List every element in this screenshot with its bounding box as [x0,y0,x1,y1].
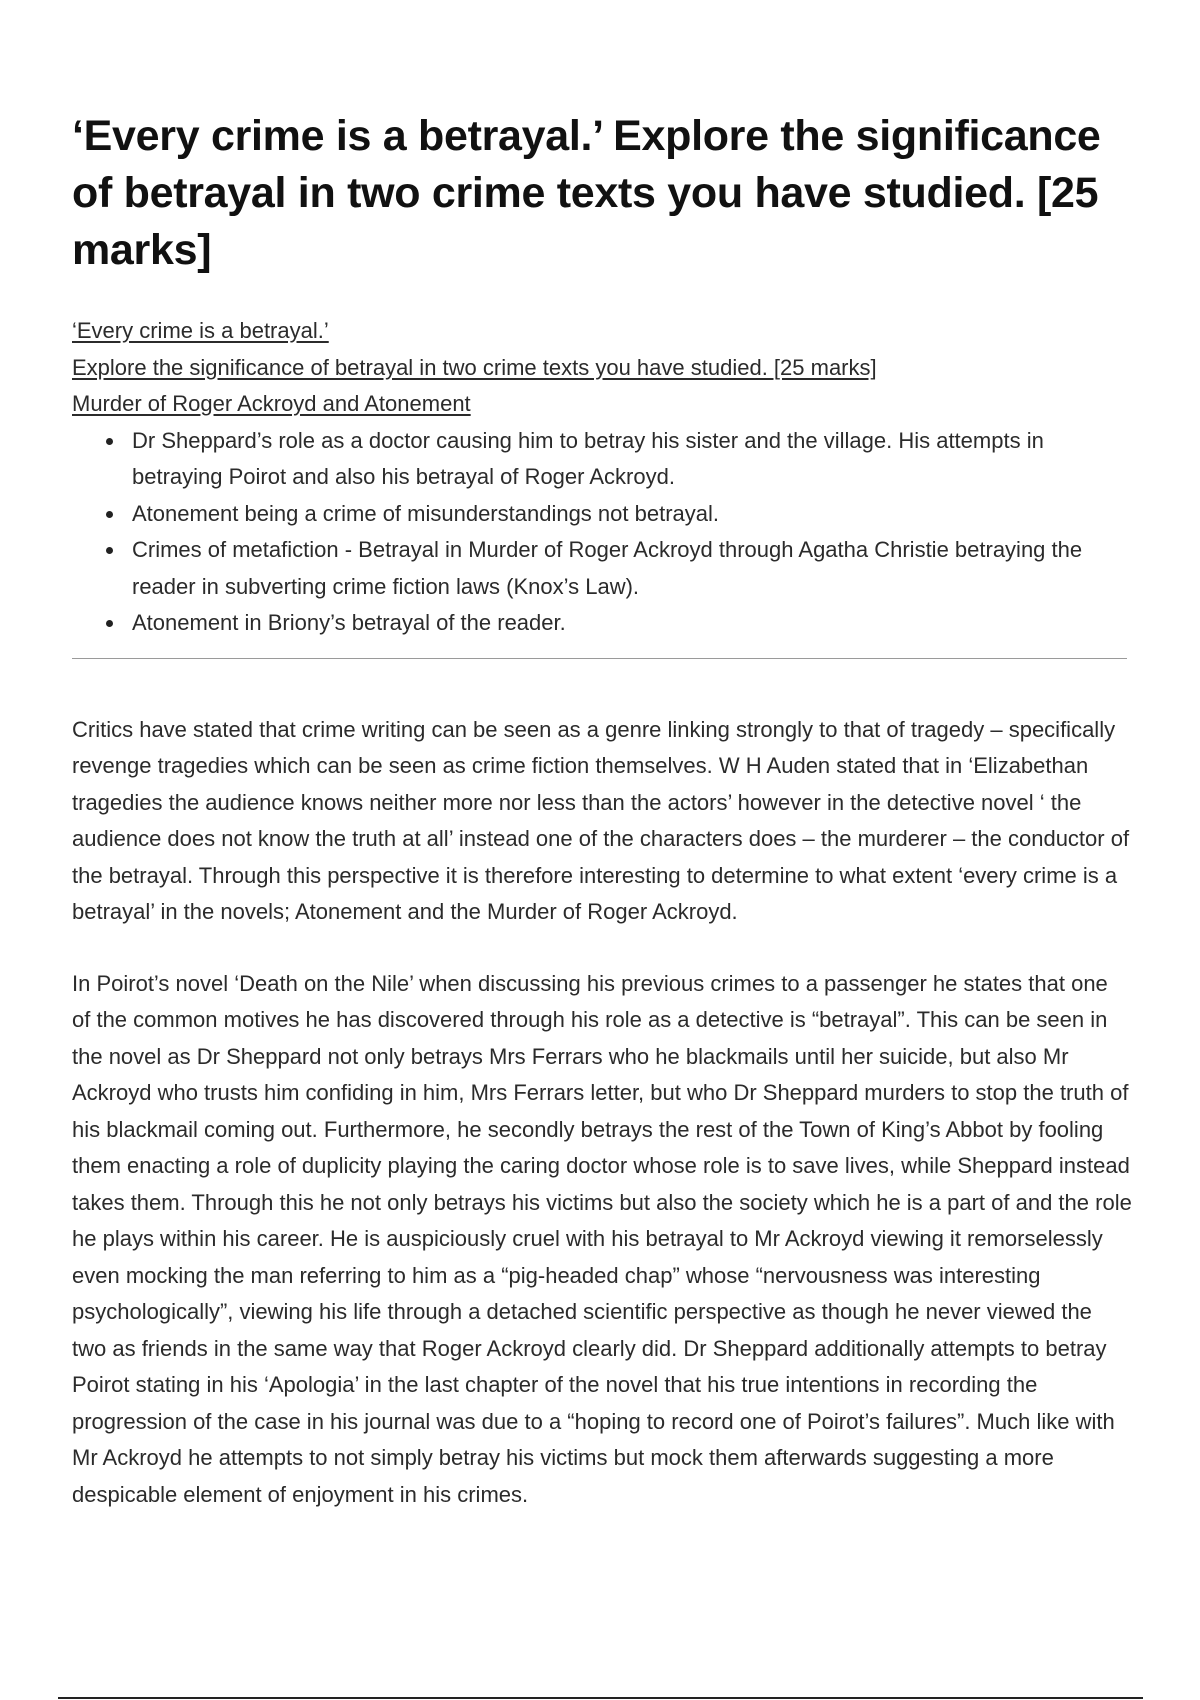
plan-quote-line [72,313,1132,350]
plan-bullet-item [132,496,1132,533]
plan-quote-text: ‘Every crime is a betrayal.’ [72,318,329,343]
bullet-dot-icon [106,547,113,554]
document-page [72,108,1132,1513]
plan-bullet-item [132,532,1132,605]
bullet-dot-icon [106,620,113,627]
plan-header [72,313,1132,423]
plan-bullet-item [132,605,1132,642]
bullet-dot-icon [106,511,113,518]
essay-paragraph-intro: Critics have stated that crime writing can be seen as a genre linking strongly to that of tragedy – specifically revenge tragedies which can be seen as crime fiction themselves. W H Auden stated that in ‘Elizabethan tragedies the audience knows neither more nor less than the actors’ however in the detective novel ‘ the audience does not know the truth at all’ instead one of the characters does – the murderer – the conductor of the betrayal. Through this perspective it is therefore interesting to determine to what extent ‘every crime is a betrayal’ in the novels; Atonement and the Murder of Roger Ackroyd. [72,716,1130,924]
essay-title: ‘Every crime is a betrayal.’ Explore the significance of betrayal in two crime texts you have studied. [25 marks] [72,112,1101,274]
plan-question-text: Explore the significance of betrayal in two crime texts you have studied. [25 marks] [72,354,877,380]
section-divider [72,658,1127,659]
plan-texts-line [72,386,1132,423]
plan-bullet-item [132,423,1132,496]
plan-bullet-list [72,423,1132,642]
plan-question-line [72,350,1132,387]
plan-bullet-text: Crimes of metafiction - Betrayal in Murder of Roger Ackroyd through Agatha Christie betraying the reader in subverting crime fiction laws (Knox’s Law). [132,537,1083,599]
plan-texts-text: Murder of Roger Ackroyd and Atonement [72,391,471,416]
plan-bullet-text: Dr Sheppard’s role as a doctor causing him to betray his sister and the village. His attempts in betraying Poirot and also his betrayal of Roger Ackroyd. [132,427,1044,489]
bullet-dot-icon [106,438,113,445]
plan-bullet-text: Atonement in Briony’s betrayal of the reader. [132,610,566,635]
essay-paragraph-body: In Poirot’s novel ‘Death on the Nile’ when discussing his previous crimes to a passenger he states that one of the common motives he has discovered through his role as a detective is “betrayal”. This can be seen in the novel as Dr Sheppard not only betrays Mrs Ferrars who he blackmails until her suicide, but also Mr Ackroyd who trusts him confiding in him, Mrs Ferrars letter, but who Dr Sheppard murders to stop the truth of his blackmail coming out. Furthermore, he secondly betrays the rest of the Town of King’s Abbot by fooling them enacting a role of duplicity playing the caring doctor whose role is to save lives, while Sheppard instead takes them. Through this he not only betrays his victims but also the society which he is a part of and the role he plays within his career. He is auspiciously cruel with his betrayal to Mr Ackroyd viewing it remorselessly even mocking the man referring to him as a “pig-headed chap” whose “nervousness was interesting psychologically”, viewing his life through a detached scientific perspective as though he never viewed the two as friends in the same way that Roger Ackroyd clearly did. Dr Sheppard additionally attempts to betray Poirot stating in his ‘Apologia’ in the last chapter of the novel that his true intentions in recording the progression of the case in his journal was due to a “hoping to record one of Poirot’s failures”. Much like with Mr Ackroyd he attempts to not simply betray his victims but mock them afterwards suggesting a more despicable element of enjoyment in his crimes. [72,970,1132,1507]
page-bottom-divider [58,1697,1143,1699]
plan-bullet-text: Atonement being a crime of misunderstandings not betrayal. [132,500,719,526]
